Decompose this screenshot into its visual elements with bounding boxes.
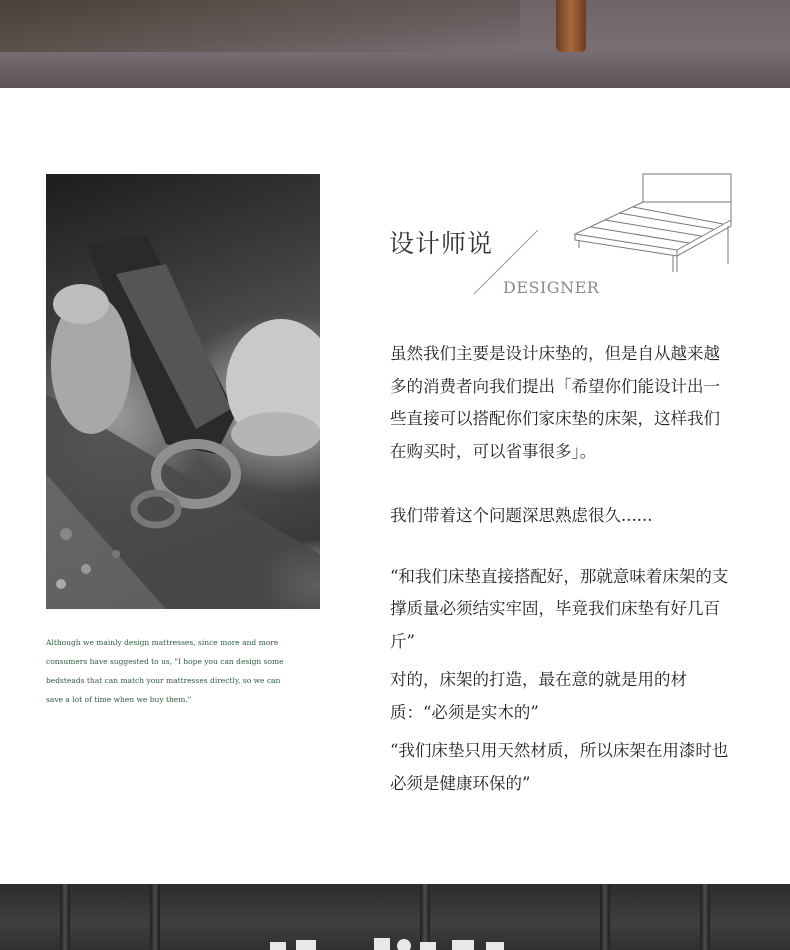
section-title: 设计师说 <box>389 229 494 258</box>
section-subtitle: DESIGNER <box>503 278 600 297</box>
hand-plane-illustration <box>46 174 320 609</box>
carpenter-photo <box>46 174 320 609</box>
paragraph-eco: “我们床垫只用天然材质，所以床架在用漆时也必须是健康环保的” <box>390 741 729 793</box>
cropped-banner-text <box>270 938 530 950</box>
designer-statement <box>390 338 735 800</box>
paragraph-intro: 虽然我们主要是设计床垫的，但是自从越来越多的消费者向我们提出「希望你们能设计出一些直接可以搭配你们家床垫的床架，这样我们在购买时，可以省事很多」。 <box>390 344 720 461</box>
caption-line: save a lot of time when we buy them." <box>46 695 192 704</box>
paragraph-material: 对的，床架的打造，最在意的就是用的材质：“必须是实木的” <box>390 670 687 722</box>
wooden-bed-leg <box>556 0 586 52</box>
caption-line: Although we mainly design mattresses, since more and more <box>46 638 279 647</box>
paragraph-thought: 我们带着这个问题深思熟虑很久...... <box>390 506 653 525</box>
bed-sketch-icon <box>573 172 733 276</box>
tree-trunk <box>600 884 610 950</box>
tree-trunk <box>700 884 710 950</box>
floor-shadow <box>0 0 520 52</box>
top-banner-image <box>0 0 790 88</box>
paragraph-support: “和我们床垫直接搭配好，那就意味着床架的支撑质量必须结实牢固，毕竟我们床垫有好几百斤” <box>390 566 729 651</box>
bottom-banner-image <box>0 884 790 950</box>
tree-trunk <box>150 884 160 950</box>
caption-line: consumers have suggested to us, "I hope you can design some <box>46 657 284 666</box>
english-caption <box>46 633 296 709</box>
tree-trunk <box>60 884 70 950</box>
caption-line: bedsteads that can match your mattresses directly, so we can <box>46 676 281 685</box>
